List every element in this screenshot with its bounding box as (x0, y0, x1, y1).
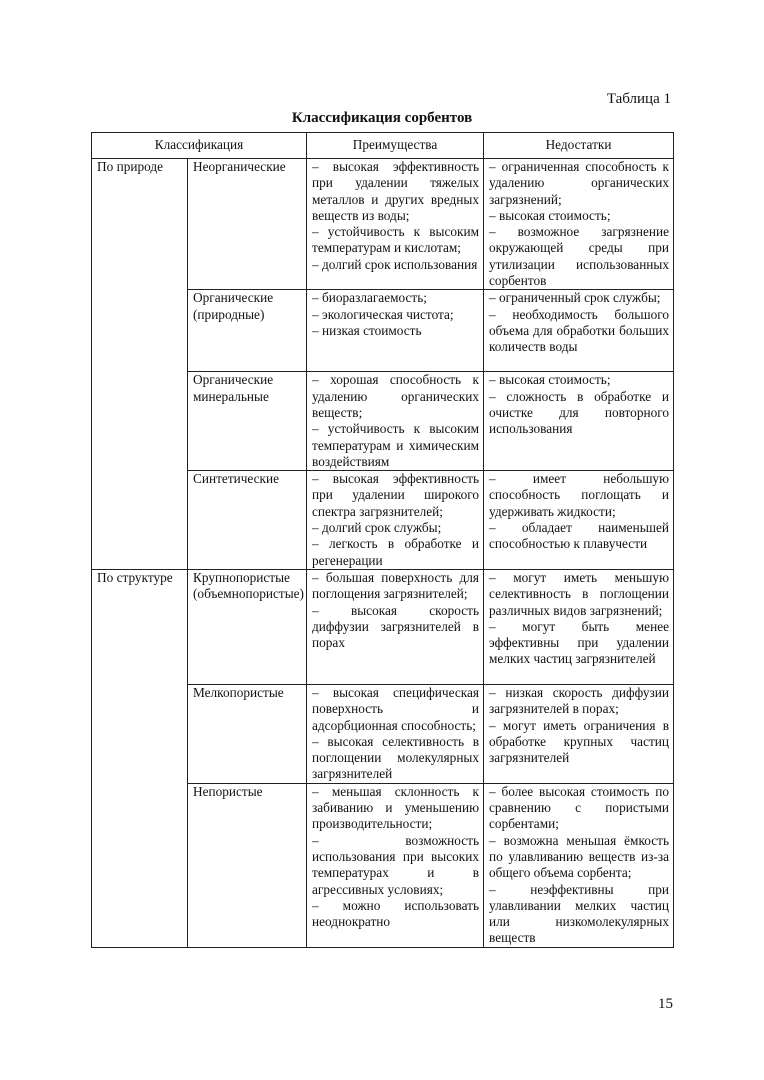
type-cell: Неорганические (188, 159, 307, 290)
table-title: Классификация сорбентов (291, 110, 473, 126)
page-number: 15 (658, 996, 673, 1012)
table-header-row (92, 133, 674, 159)
table-label: Таблица 1 (606, 91, 671, 107)
advantages-cell (307, 372, 484, 471)
list-item-text: – высокая скорость диффузии загрязнителей в порах (312, 602, 480, 651)
list-item-text: – возможна меньшая ёмкость по улавливанию веществ из-за общего объема сорбента; (489, 832, 670, 881)
list-item-text: – устойчивость к высоким температурам и кислотам; (312, 224, 480, 256)
list-item-text: – долгий срок использования (312, 256, 478, 272)
header-advantages: Преимущества (307, 133, 484, 159)
table-row (92, 159, 674, 290)
disadvantages-cell (484, 569, 674, 684)
list-item-text: – сложность в обработке и очистке для повторного использования (489, 388, 670, 437)
advantages-cell (307, 569, 484, 684)
list-item-text: – обладает наименьшей способностью к плавучести (489, 520, 670, 552)
list-item-text: – биоразлагаемость; (312, 290, 427, 306)
list-item-text: – могут иметь меньшую селективность в поглощении различных видов загрязнений; (489, 569, 670, 618)
advantages-cell (307, 159, 484, 290)
list-item-text: – высокая эффективность при удалении тяжелых металлов и других вредных веществ из воды; (312, 159, 480, 223)
sorbent-classification-table (91, 132, 674, 948)
disadvantages-cell (484, 783, 674, 947)
type-cell: Органические минеральные (188, 372, 307, 471)
group-nature-cell: По природе (92, 159, 188, 570)
list-item-text: – легкость в обработке и регенерации (312, 536, 480, 568)
advantages-cell (307, 783, 484, 947)
list-item-text: – можно использовать неоднократно (312, 897, 480, 930)
advantages-cell (307, 471, 484, 570)
list-item-text: – возможное загрязнение окружающей среды при утилизации использованных сорбентов (489, 224, 670, 289)
list-item-text: – меньшая склонность к забиванию и уменьшению производительности; (312, 783, 480, 832)
list-item-text: – могут иметь ограничения в обработке крупных частиц загрязнителей (489, 717, 670, 766)
list-item-text: – ограниченный срок службы; (489, 290, 661, 306)
group-structure-cell: По структуре (92, 569, 188, 947)
list-item-text: – необходимость большого объема для обработки больших количеств воды (489, 306, 670, 355)
list-item-text: – высокая селективность в поглощении молекулярных загрязнителей (312, 733, 480, 782)
table-row (92, 569, 674, 684)
disadvantages-cell (484, 372, 674, 471)
type-cell: Органические (природные) (188, 290, 307, 372)
list-item-text: – хорошая способность к удалению органических веществ; (312, 372, 480, 420)
type-cell: Синтетические (188, 471, 307, 570)
list-item-text: – низкая скорость диффузии загрязнителей в порах; (489, 684, 670, 717)
type-cell: Непористые (188, 783, 307, 947)
disadvantages-cell (484, 290, 674, 372)
advantages-cell (307, 290, 484, 372)
disadvantages-cell (484, 471, 674, 570)
disadvantages-cell (484, 684, 674, 783)
list-item-text: – могут быть менее эффективны при удалении мелких частиц загрязнителей (489, 618, 670, 667)
list-item-text: – возможность использования при высоких температурах и в агрессивных условиях; (312, 832, 480, 897)
header-disadvantages: Недостатки (484, 133, 674, 159)
type-cell: Мелкопористые (188, 684, 307, 783)
list-item-text: – устойчивость к высоким температурам и химическим воздействиям (312, 421, 480, 469)
disadvantages-cell (484, 159, 674, 290)
list-item-text: – высокая эффективность при удалении широкого спектра загрязнителей; (312, 471, 480, 519)
list-item-text: – ограниченная способность к удалению органических загрязнений; (489, 159, 670, 207)
list-item-text: – неэффективны при улавливании мелких частиц или низкомолекулярных веществ (489, 881, 670, 946)
list-item-text: – высокая специфическая поверхность и адсорбционная способность; (312, 684, 480, 733)
list-item-text: – высокая стоимость; (489, 372, 611, 388)
advantages-cell (307, 684, 484, 783)
list-item-text: – низкая стоимость (312, 322, 422, 338)
list-item-text: – высокая стоимость; (489, 207, 611, 223)
header-classification: Классификация (92, 133, 307, 159)
list-item-text: – имеет небольшую способность поглощать и удерживать жидкости; (489, 471, 670, 519)
list-item-text: – более высокая стоимость по сравнению с пористыми сорбентами; (489, 783, 670, 832)
list-item-text: – большая поверхность для поглощения загрязнителей; (312, 569, 480, 602)
type-cell: Крупнопористые (объемнопористые) (188, 569, 307, 684)
list-item-text: – долгий срок службы; (312, 520, 442, 536)
list-item-text: – экологическая чистота; (312, 306, 454, 322)
